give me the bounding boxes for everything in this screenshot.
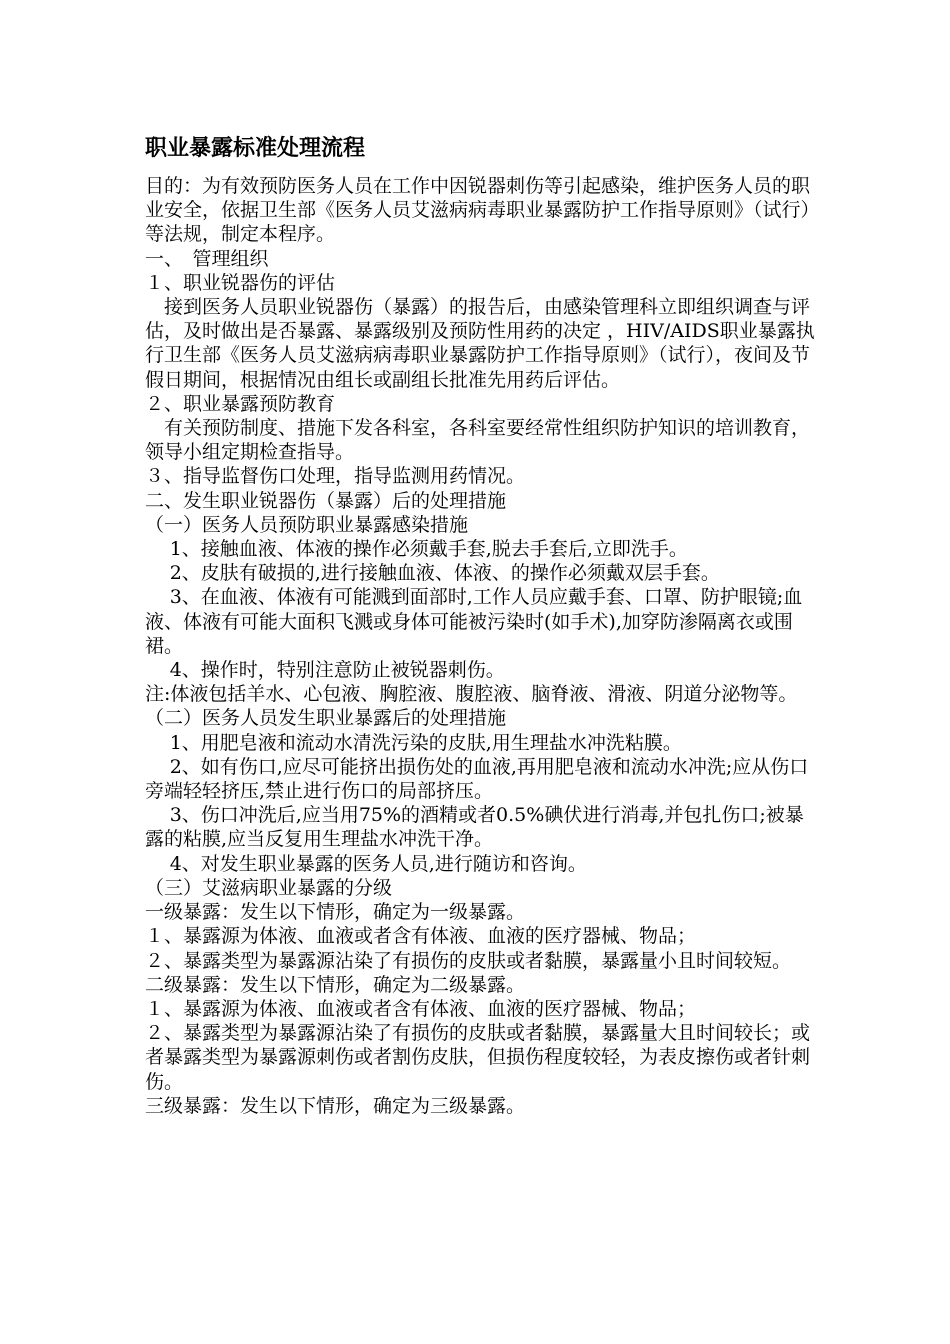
purpose-paragraph: 目的：为有效预防医务人员在工作中因锐器刺伤等引起感染，维护医务人员的职业安全，依据卫生部《医务人员艾滋病病毒职业暴露防护工作指导原则》（试行）等法规，制定本程序。 xyxy=(145,175,811,246)
list-item: 2、如有伤口,应尽可能挤出损伤处的血液,再用肥皂液和流动水冲洗;应从伤口旁端轻轻挤压,禁止进行伤口的局部挤压。 xyxy=(145,755,809,803)
subsection-heading: ２、职业暴露预防教育 xyxy=(145,392,336,415)
list-item: 1、用肥皂液和流动水清洗污染的皮肤,用生理盐水冲洗粘膜。 xyxy=(169,731,682,754)
subsection-heading: （二）医务人员发生职业暴露后的处理措施 xyxy=(145,707,507,730)
list-item: 4、操作时，特别注意防止被锐器刺伤。 xyxy=(169,659,505,682)
section-heading: 一、 管理组织 xyxy=(145,247,269,270)
list-item: 3、伤口冲洗后,应当用75%的酒精或者0.5%碘伏进行消毒,并包扎伤口;被暴露的粘膜,应当反复用生理盐水冲洗干净。 xyxy=(145,804,804,851)
list-item: 2、皮肤有破损的,进行接触血液、体液、的操作必须戴双层手套。 xyxy=(169,562,720,585)
list-item: 3、在血液、体液有可能溅到面部时,工作人员应戴手套、口罩、防护眼镜;血液、体液有可能大面积飞溅或身体可能被污染时(如手术),加穿防渗隔离衣或围裙。 xyxy=(145,586,803,657)
level-heading: 三级暴露：发生以下情形，确定为三级暴露。 xyxy=(145,1094,526,1117)
subsection-heading: （三）艾滋病职业暴露的分级 xyxy=(145,876,393,899)
level-heading: 二级暴露：发生以下情形，确定为二级暴露。 xyxy=(145,973,526,996)
document-page xyxy=(145,134,817,1118)
level-heading: 一级暴露：发生以下情形，确定为一级暴露。 xyxy=(145,901,526,924)
subsection-heading: １、职业锐器伤的评估 xyxy=(145,271,336,294)
list-item: ２、暴露类型为暴露源沾染了有损伤的皮肤或者黏膜，暴露量大且时间较长；或者暴露类型为暴露源刺伤或者割伤皮肤，但损伤程度较轻，为表皮擦伤或者针刺伤。 xyxy=(145,1022,811,1093)
subsection-heading: ３、指导监督伤口处理，指导监测用药情况。 xyxy=(145,465,526,488)
body-paragraph: 接到医务人员职业锐器伤（暴露）的报告后，由感染管理科立即组织调查与评估，及时做出是否暴露、暴露级别及预防性用药的决定 ，HIV/AIDS职业暴露执行卫生部《医务人员艾滋病病毒职业暴露防护工作指导原则》（试行），夜间及节假日期间，根据情况由组长或副组长批准先用药后评估。 xyxy=(145,296,815,391)
document-title: 职业暴露标准处理流程 xyxy=(145,136,366,161)
list-item: 4、对发生职业暴露的医务人员,进行随访和咨询。 xyxy=(169,852,587,875)
list-item: ２、暴露类型为暴露源沾染了有损伤的皮肤或者黏膜，暴露量小且时间较短。 xyxy=(145,949,792,972)
list-item: 1、接触血液、体液的操作必须戴手套,脱去手套后,立即洗手。 xyxy=(169,538,688,561)
subsection-heading: （一）医务人员预防职业暴露感染措施 xyxy=(145,513,469,536)
note-paragraph: 注:体液包括羊水、心包液、胸腔液、腹腔液、脑脊液、滑液、阴道分泌物等。 xyxy=(145,683,798,706)
body-paragraph: 有关预防制度、措施下发各科室，各科室要经常性组织防护知识的培训教育，领导小组定期检查指导。 xyxy=(145,417,811,464)
list-item: １、暴露源为体液、血液或者含有体液、血液的医疗器械、物品； xyxy=(145,925,697,948)
list-item: １、暴露源为体液、血液或者含有体液、血液的医疗器械、物品； xyxy=(145,997,697,1020)
section-heading: 二、发生职业锐器伤（暴露）后的处理措施 xyxy=(145,489,507,512)
